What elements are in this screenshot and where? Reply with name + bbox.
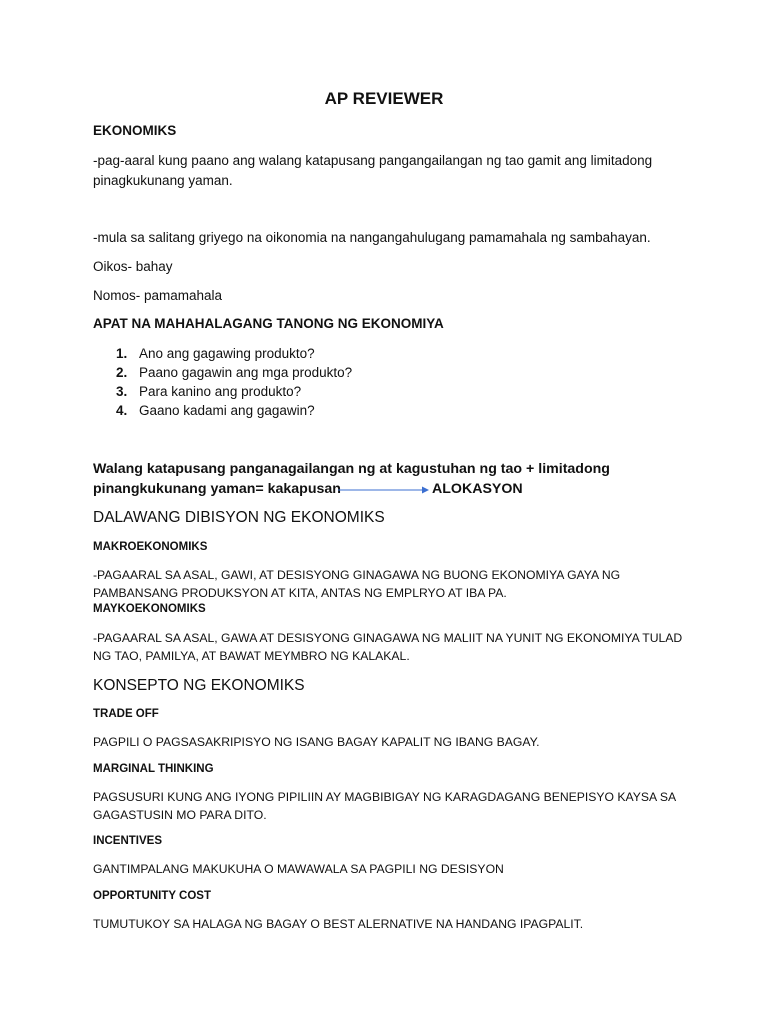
oikos-line: Oikos- bahay xyxy=(93,259,173,274)
list-item xyxy=(93,401,352,420)
marginal-line-1: PAGSUSURI KUNG ANG IYONG PIPILIIN AY MAGBIBIGAY NG KARAGDAGANG BENEPISYO KAYSA SA xyxy=(93,790,677,804)
makro-line-1: -PAGAARAL SA ASAL, GAWI, AT DESISYONG GINAGAWA NG BUONG EKONOMIYA GAYA NG xyxy=(93,568,621,582)
definition-1-line-1: -pag-aaral kung paano ang walang katapusang pangangailangan ng tao gamit ang limitadong xyxy=(93,153,653,168)
dibisyon-heading: DALAWANG DIBISYON NG EKONOMIKS xyxy=(93,509,385,526)
ekonomiks-heading: EKONOMIKS xyxy=(93,123,177,138)
kakapusan-line-2: pinangkukunang yaman= kakapusan xyxy=(93,481,341,497)
tradeoff-text: PAGPILI O PAGSASAKRIPISYO NG ISANG BAGAY KAPALIT NG IBANG BAGAY. xyxy=(93,735,540,749)
makro-line-2: PAMBANSANG PRODUKSYON AT KITA, ANTAS NG EMPLRYO AT IBA PA. xyxy=(93,585,507,600)
marginal-line-2: GAGASTUSIN MO PARA DITO. xyxy=(93,807,267,822)
mayko-heading: MAYKOEKONOMIKS xyxy=(93,603,206,615)
list-item xyxy=(93,363,352,382)
apat-heading: APAT NA MAHAHALAGANG TANONG NG EKONOMIYA xyxy=(93,316,444,331)
definition-2: -mula sa salitang griyego na oikonomia na nangangahulugang pamamahala ng sambahayan. xyxy=(93,230,651,245)
kakapusan-line-1: Walang katapusang panganagailangan ng at kagustuhan ng tao + limitadong xyxy=(93,461,610,477)
definition-1-line-2: pinagkukunang yaman. xyxy=(93,173,233,188)
list-item xyxy=(93,344,352,363)
makro-heading: MAKROEKONOMIKS xyxy=(93,541,208,553)
list-text: Para kanino ang produkto? xyxy=(139,384,302,399)
list-number: 1. xyxy=(116,346,128,361)
list-text: Paano gagawin ang mga produkto? xyxy=(139,365,353,380)
list-number: 3. xyxy=(116,384,128,399)
document-title: AP REVIEWER xyxy=(324,89,444,108)
list-text: Gaano kadami ang gagawin? xyxy=(139,403,315,418)
list-number: 2. xyxy=(116,365,128,380)
questions-list xyxy=(93,344,352,420)
konsepto-heading: KONSEPTO NG EKONOMIKS xyxy=(93,677,305,694)
list-text: Ano ang gagawing produkto? xyxy=(139,346,315,361)
list-item xyxy=(93,382,352,401)
incentives-text: GANTIMPALANG MAKUKUHA O MAWAWALA SA PAGPILI NG DESISYON xyxy=(93,862,504,876)
tradeoff-heading: TRADE OFF xyxy=(93,708,159,720)
right-arrow-icon xyxy=(338,484,430,496)
marginal-heading: MARGINAL THINKING xyxy=(93,763,214,775)
mayko-line-2: NG TAO, PAMILYA, AT BAWAT MEYMBRO NG KALAKAL. xyxy=(93,648,410,663)
list-number: 4. xyxy=(116,403,128,418)
nomos-line: Nomos- pamamahala xyxy=(93,288,223,303)
alokasyon-label: ALOKASYON xyxy=(432,481,523,497)
opportunity-heading: OPPORTUNITY COST xyxy=(93,890,211,902)
incentives-heading: INCENTIVES xyxy=(93,835,163,847)
opportunity-text: TUMUTUKOY SA HALAGA NG BAGAY O BEST ALERNATIVE NA HANDANG IPAGPALIT. xyxy=(93,917,584,931)
mayko-line-1: -PAGAARAL SA ASAL, GAWA AT DESISYONG GINAGAWA NG MALIIT NA YUNIT NG EKONOMIYA TULAD xyxy=(93,631,683,645)
